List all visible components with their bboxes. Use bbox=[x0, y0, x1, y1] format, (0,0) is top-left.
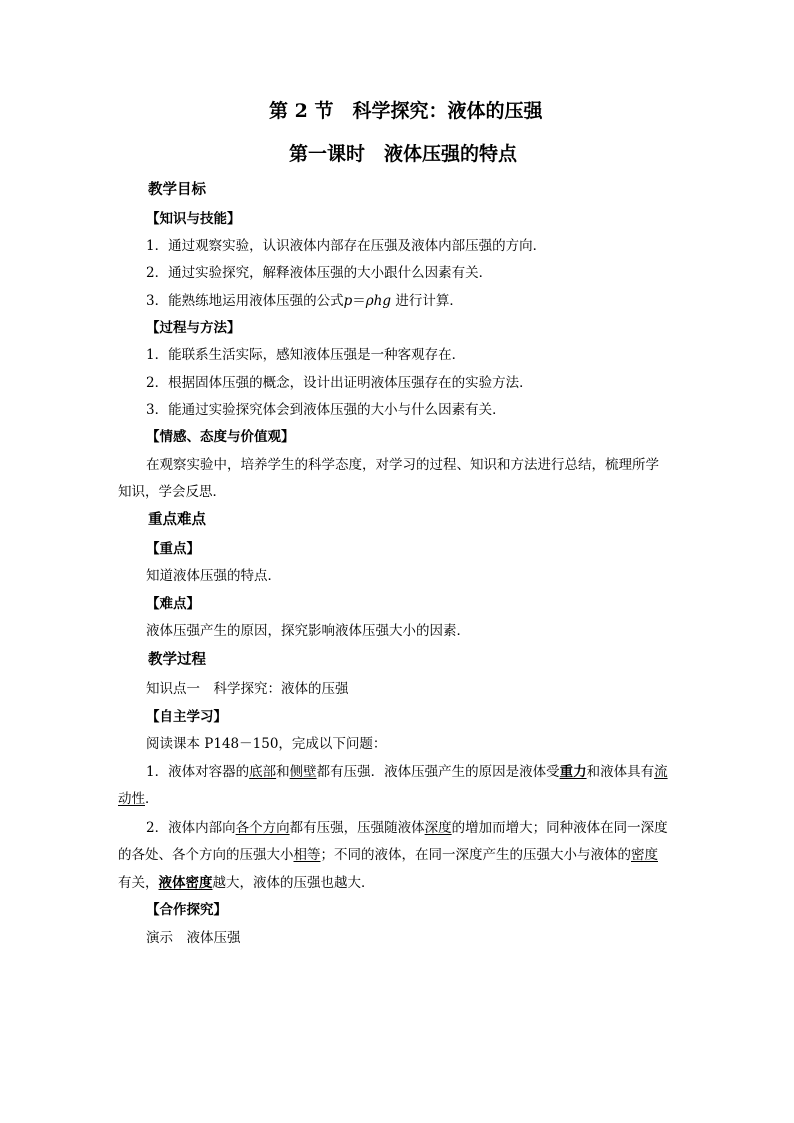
q1-text: 和 bbox=[276, 764, 290, 780]
q2-text: 越大，液体的压强也越大． bbox=[212, 875, 375, 891]
page-title: 第 2 节 科学探究：液体的压强 bbox=[269, 100, 543, 122]
section-heading-process: 教学过程 bbox=[148, 651, 206, 668]
section-heading-objectives: 教学目标 bbox=[148, 181, 206, 198]
formula-suffix: 进行计算． bbox=[391, 293, 463, 309]
section-heading-key-points: 重点难点 bbox=[148, 511, 206, 528]
q2-text: 2．液体内部向 bbox=[146, 820, 236, 836]
q1-text: 1．液体对容器的 bbox=[146, 764, 250, 780]
q1-text: 都有压强．液体压强产生的原因是液体受 bbox=[316, 764, 560, 780]
question-1-line bbox=[146, 762, 668, 782]
q1-text: 和液体具有 bbox=[586, 764, 655, 780]
difficult-point-label: 【难点】 bbox=[146, 596, 200, 612]
q2-text: ；不同的液体，在同一深度产生的压强大小与液体的 bbox=[320, 847, 631, 863]
knowledge-item: 1．通过观察实验，认识液体内部存在压强及液体内部压强的方向． bbox=[146, 238, 547, 254]
self-study-label: 【自主学习】 bbox=[146, 709, 227, 725]
formula-equals: ＝ bbox=[352, 293, 366, 309]
process-item: 1．能联系生活实际，感知液体压强是一种客观存在． bbox=[146, 347, 466, 363]
formula-prefix: 3．能熟练地运用液体压强的公式 bbox=[146, 293, 344, 309]
emotion-text-line: 知识，学会反思． bbox=[118, 484, 226, 500]
knowledge-item-formula bbox=[146, 291, 463, 311]
answer-blank: 侧壁 bbox=[289, 764, 317, 780]
process-method-label: 【过程与方法】 bbox=[146, 320, 241, 336]
cooperative-label: 【合作探究】 bbox=[146, 902, 227, 918]
knowledge-point-title: 知识点一 科学探究：液体的压强 bbox=[146, 681, 349, 697]
q2-text: 的各处、各个方向的压强大小 bbox=[118, 847, 294, 863]
emotion-text-line: 在观察实验中，培养学生的科学态度，对学习的过程、知识和方法进行总结，梳理所学 bbox=[146, 457, 659, 473]
answer-blank: 流 bbox=[654, 764, 668, 780]
answer-blank: 各个方向 bbox=[235, 820, 290, 836]
answer-blank: 深度 bbox=[424, 820, 452, 836]
reading-instruction: 阅读课本 P148－150，完成以下问题： bbox=[146, 736, 387, 752]
knowledge-skills-label: 【知识与技能】 bbox=[146, 211, 241, 227]
answer-blank: 重力 bbox=[559, 764, 587, 780]
demo-title: 演示 液体压强 bbox=[146, 930, 241, 946]
q2-text: 有关， bbox=[118, 875, 159, 891]
knowledge-item: 2．通过实验探究，解释液体压强的大小跟什么因素有关． bbox=[146, 265, 493, 281]
emotion-values-label: 【情感、态度与价值观】 bbox=[146, 429, 295, 445]
question-2-line bbox=[118, 873, 375, 893]
answer-blank: 底部 bbox=[249, 764, 277, 780]
formula-p: p bbox=[343, 293, 353, 309]
lesson-subtitle: 第一课时 液体压强的特点 bbox=[289, 143, 518, 165]
question-1-line bbox=[118, 789, 159, 809]
difficult-point-text: 液体压强产生的原因，探究影响液体压强大小的因素． bbox=[146, 623, 470, 639]
q1-text: ． bbox=[145, 791, 159, 807]
formula-rhogh: ρhg bbox=[365, 293, 392, 309]
answer-blank: 动性 bbox=[118, 791, 145, 807]
answer-blank: 密度 bbox=[631, 847, 658, 863]
q2-text: 的增加而增大；同种液体在同一深度 bbox=[451, 820, 668, 836]
answer-blank: 液体密度 bbox=[158, 875, 213, 891]
answer-blank: 相等 bbox=[293, 847, 321, 863]
process-item: 3．能通过实验探究体会到液体压强的大小与什么因素有关． bbox=[146, 402, 506, 418]
question-2-line bbox=[118, 845, 658, 865]
process-item: 2．根据固体压强的概念，设计出证明液体压强存在的实验方法． bbox=[146, 375, 533, 391]
key-point-text: 知道液体压强的特点． bbox=[146, 568, 281, 584]
q2-text: 都有压强，压强随液体 bbox=[289, 820, 425, 836]
question-2-line bbox=[146, 818, 668, 838]
key-point-label: 【重点】 bbox=[146, 541, 200, 557]
